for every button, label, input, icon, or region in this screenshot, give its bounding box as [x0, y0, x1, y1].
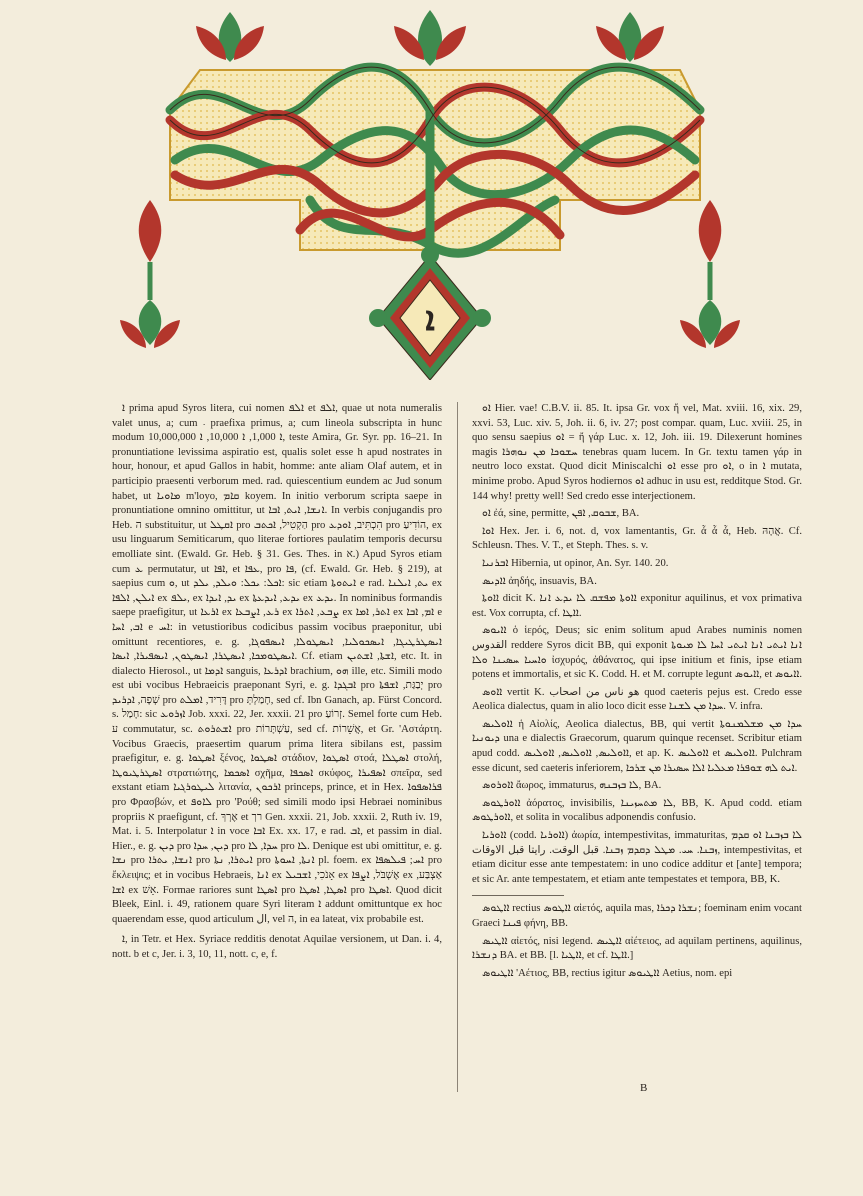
entry-2: ܐܘܐ Hex. Jer. i. 6, not. d, vox lamentantis, Gr. ἆ ἆ ἆ, Heb. אֲהָהּ. Cf. Schleusn. Thes. V. T., et Steph. Thes. s. v.	[472, 525, 802, 552]
entry-aleph-definition: ܐ prima apud Syros litera, cui nomen ܐܠܦ et ܐܠܦ, quae ut nota numeralis valet unus, a; cum ܁ praefixa primus, a; cum lineola subscripta in hunc modum ܐ 1,000, ܐ 10,000, ܐ 10,000,000, teste Amira, Gr. Syr. pp. 16–21. In pronuntiatione levissima aspiratio est, qualis solet esse h apud nostrates in hour, honour, et apud Gallos in habit, homme: ante aliam Olaf autem, et in participio praesenti verborum med. rad. quiescentium eundem ac Jud sonum habet, ut ܡܐܘܝܐ m'loyo, ܩܐܡ koyem. In initio verborum scripta saepe in pronuntiatione omnino omittitur, ut ܐܢܫܐ, ܐܝܬ, ܐܒܐ. In verbis conjugandis pro Heb. ה substituitur, ut ܐܩܛܠ pro הַקְטִיל, ܐܟܬܒ pro הִכְתִּיב, ܐܘܕܥ pro הוֹדִיעַ, ex usu linguarum Semiticarum, quo literae fortiores paulatim temporis decursu emolliate sint. (Ewald. Gr. Heb. § 31. Ges. Thes. in א.) Apud Syros etiam cum ܥ permutatur, ut ܐܦܐ, et ܥܦܐ, pro ܦܐ, (cf. Ewald. Gr. Heb. § 219), at saepius cum ܘ, ut ܐܟܠ: ܝܟܠ: ܘܝܠܕ, ܝܠܕ: sic etiam ܐܝܬܘܬܐ e rad. ܝܬ, ܐܝܠܢܐ ex ܐܝܠܢ, ܐܠܦܐ ex ܝܠܦ, ex ܝܕ, ܐܝܕܐ ex ܝܕܥ, ܐܝܕܥܬܐ ex ܝܕܥ. In nominibus formandis saepe praefigitur, ut ܐܪܥܐ ex ܪܥ, ܐܨܒܥܐ ex ܨܒܥ, ܐܬܪܐ ex ܐܬܪ, ܐܡܐ ex ܐܡ, ܐܒܐ e ܐܒ, ܐܚܐ e ܐܚ: in vetustioribus codicibus passim vocibus praeponitur, ubi omittunt recentiores, e. g. ܐܝܣܛܪܛܝܓܐ, ܐܝܣܟܘܠܝܐ, ܐܝܣܛܘܠܐ, ܐܝܣܦܘܓܐ, ܐܝܣܛܘܡܟܐ, ܐܝܣܛܪܐ, ܐܝܣܛܘܢ, ܐܝܣܦܝܪܐ, ܐܝܣܐ. Cf. etiam ܐܫܬܐ, ܐܫܬܝܢ, etc. It. in dialecto Hierosol., ut ܐܕܡܐ sanguis, ܐܕܪܥܐ brachium, ܗܘ ille, etc. Simili modo est ubi vocibus Hebraeicis praeponant Syri, e. g. ܐܒܓܕܐ pro יְבַגַּת, ܐܫܦܬܐ pro שְׁפָה, ܐܕܪܝܕ pro דָּרִיד, ܐܡܠܬ pro חָמַלְתְּ, sed cf. Ibn Ganach, ap. Fürst Concord. s. חָמַל: sic ܐܙܪܘܥ Job. xxxi. 22, Jer. xxxii. 21 pro זְרוֹעַ. Semel forte cum Heb. ע commutatur, sc. ܐܫܬܪܘܬ pro עַשְׁתָּרוֹת, sed cf. אֲשֵׁרוֹת, et Gr. 'Αστάρτη. Vocibus Graecis, praesertim quarum prima litera sibilans est, passim praefigitur, e. g. ܐܣܛܘܐ ξένος, ܐܣܛܘܐ στάδιον, ܐܣܛܘܐ στοά, ܐܣܛܠܐ στολή, ܐܣܛܪܛܝܘܛܐ στρατιώτης, ܐܣܟܡܐ σχῆμα, ܐܣܟܦܐ σκύφος, ܐܣܦܝܪܐ σπεῖρα, sed exstant etiam ܠܝܛܘܪܓܝܐ λιτανία, ܐܪܟܘܢ princeps, prince, et in Hex. ܦܪܐܣܦܘܐ pro Φρασβών, et ܠܐܘܦ pro 'Ρούθ; sed simili modo ipsi Hebraei nominibus propriis א praefigunt, cf. אֶרְךְ et רך Gen. xxxii. 21, Job. xxxii. 2, Ruth iv. 19, Mat. i. 5. Interpolatur ܐ in voce ܐܒܐ Ex. xx. 17, e rad. ܐܒ, et passim in dial. Hier., e. g. ܕܝܢ pro ܕܝܢ, ܚܕܐ pro ܚܕܐ, ܠܐ pro ܠܐ. Denique est ubi omittitur, e. g. ܢܫܐ pro ܐܢܫܐ, ܝܬܪܐ pro ܐܝܬܪܐ, ܢܬܐ pro ܐܢܬܐ, ܐܚܘܬܐ pl. foem. ex ܐܚ; ܦܝܠܣܦܐ pro ἔκλειψις; et in vocibus Hebraeis, ܐܢܐ ex אָנֹכִי, ܐܫܒܝܠ ex אֶשְׁבֹּל, ܐܨܦܐ ex אַצְבַּע, ܐܫܐ ex אֵשׁ. Formae rariores sunt ܐܣܛܐ pro ܐܣܛܐ, ܐܣܛܐ pro ܐܣܛܐ. Quod dicit Bleek, Einl. i. 49, rationem quare Syri literam ܐ addunt omittuntque ex hoc quaerendam esse, quod articulum ال, vel ה, in ea lateat, vix probabile est.	[112, 403, 443, 925]
page-signature: B	[640, 1082, 648, 1094]
entry-aleph-aquila-note: ܐ, in Tetr. et Hex. Syriace redditis denotat Aquilae versionem, ut Dan. i. 4, nott. b et c, Jer. i. 3, 10, 11, nott. c, e, f.	[112, 934, 442, 960]
entry-8: ܐܐܘܠܝܣ ἡ Αἰολίς, Aeolica dialectus, BB, qui vertit ܚܕܐ ܡܢ ܡܫܠܡܢܘܬܐ ܕܝܘܢܝܐ una e dialectis Graecorum, quarum quinque recenset. Scribitur etiam apud codd. ܐܐܘܠܝܣ, ܐܐܘܠܝܣ, ܐܐܘܠܝܣ, et ap. K. ܐܐܘܠܝܣ et ܐܐܘܠܝܣ. Pulchram esse dicunt, sed caeteris inferiorem, ܐܝܬ ܠܗ ܫܘܦܪܐ ܡܥܠܝܐ ܐܠܐ ܚܣܝܪܐ ܡܢ ܫܪܟܐ.	[472, 718, 802, 774]
column-divider	[457, 402, 458, 1092]
footnote-entry-1: ܐܐܛܝܣ αἰετός, nisi legend. ܐܐܛܝܣ αἰέτειος, ad aquilam pertinens, aquilinus, ܕܢܫܪܐ BA. et BB. [l. ܐܐܛܝܐ, et cf. ܐܐܛܐ.]	[472, 935, 802, 962]
entry-7: ܐܐܘܣ vertit K. هو ناس من اصحاب quod caeteris pejus est. Credo esse Aeolica dialectus, quam in alio loco dicit esse ܚܕܐ ܡܢ ܠܫܢܐ. V. infra.	[472, 686, 802, 713]
footnote-entry-0: ܐܐܛܘܣ rectius ܐܐܛܘܣ αἰετός, aquila mas, ܢܫܪܐ ܕܟܪܐ; foeminam enim vocant Graeci ܦܝܢܐ φήνη, BB.	[472, 903, 802, 929]
footnote-rule	[472, 895, 564, 896]
entry-0: ܐܘ Hier. vae! C.B.V. ii. 85. It. ipsa Gr. vox ἤ vel, Mat. xviii. 16, xix. 29, xxvi. 53, Luc. xiv. 5, Joh. ii. 6, iv. 27; post compar. quam, Luc. xviii. 25, in quo sensu saepius ܐܘ = ἤ γάρ Luc. x. 12, Joh. iii. 19. Dilexerunt homines magis ܚܫܘܟܐ ܡܢ ܢܘܗܪܐ tenebras quam lucem. In Gr. textu tamen γάρ in neutro loco exstat. Quod dicit Miniscalchi ܐܘ esse pro ܐܘ, o in ܐ mutata, minime probo. Apud Syros hodiernos ܐܘ adhuc in usu est, redditque Stod. Gr. 144 why! pretty well! Sed credo esse interjectionem.	[472, 403, 803, 502]
entry-6: ܐܐܝܘܣ ὁ ἱερός, Deus; sic enim solitum apud Arabes numinis nomen القدوس reddere Syros dicit BB, qui exponit ܐܢܐ ܐܝܬܝ ܐܢܐ ܐܝܬܝ ܐܚܐ ܠܐ ܡܝܘܬܐ ܘܐܚܝܐ ܚܣܝܢܐ ܘܠܐ ἰσχυρός, ἀθάνατος, qui ipse initium et finis, ipse etiam potens et immortalis, et sic K. Codd. H. et M. corrupte legunt ܐܐܝܘܣ, et ܐܐܝܘܣ.	[472, 625, 802, 681]
entry-9: ܐܐܘܪܘܣ ἄωρος, immaturus, ܠܐ ܒܙܒܢܗ, BA.	[482, 780, 662, 792]
right-text-column	[472, 402, 802, 984]
entry-10: ܐܐܘܪܛܘܣ ἀόρατος, invisibilis, ܠܐ ܡܬܚܙܝܢܐ, BB, K. Apud codd. etiam ܐܐܘܪܛܘܣ, et solita in vocalibus adponendis confusio.	[472, 797, 802, 824]
footnote-entry-2: ܐܐܛܝܘܣ 'Αέτιος, BB, rectius igitur ܐܐܛܝܘܣ Aetius, nom. epi	[482, 967, 733, 979]
entry-3: ܐܒܪܢܝܐ Hibernia, ut opinor, An. Syr. 140. 20.	[482, 557, 669, 569]
entry-11: ܐܐܘܪܝܐ (codd. ܐܐܘܪܝܐ) ἀωρία, intempestivitas, immaturitas, ܠܐ ܒܙܒܢܐ ܐܘ ܩܕܡ ܙܒܢܐ. ܚܝ. ܡܛܠ ܕܩܕܡ ܙܒܢܐ. قبل الوقت. رايتا قبل الاوقات, intempestivitas, et etiam dicitur esse ante tempestatem: in uno codice additur et [ante] tempora; et sic Ar. ante tempestatem, et etiam ante tempestates et tempora, BB, K.	[472, 830, 802, 885]
entry-4: ܐܐܕܝܣ ἀηδής, insuavis, BA.	[482, 575, 597, 587]
entry-1: ܐܘ ἐά, sine, permitte, ܫܒܘܩ, ܐܦܢ, BA.	[482, 508, 640, 520]
entry-5: ܐܐܘܬܐ dicit K. ܐܐܘܬܐ ܡܦܫܩ ܠܐ ܝܕܥ ܐܢܐ exponitur aquilinus, et vox primativa est. Vox corrupta, cf. ܐܐܛܐ.	[472, 593, 803, 619]
left-text-column	[112, 402, 442, 966]
initial-letter-aleph: ܐ	[425, 299, 435, 339]
decorative-header-ornament	[0, 0, 863, 380]
